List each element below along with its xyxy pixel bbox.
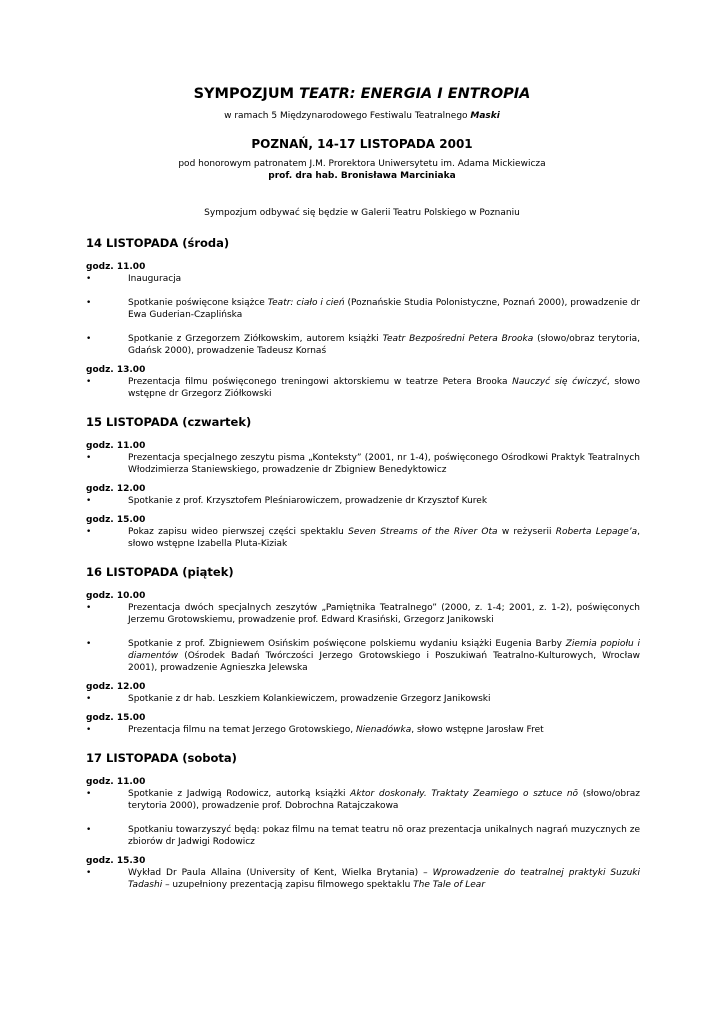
bullet-marker: • [86,334,92,344]
bullet-marker: • [86,274,92,284]
bullet-marker: • [86,725,92,735]
item-title-italic: The Tale of Lear [413,880,486,890]
time-slot [86,713,640,736]
program-item [86,273,640,285]
slot-time: godz. 15.00 [86,713,146,723]
item-text: Spotkanie z prof. Krzysztofem Pleśniarowiczem, prowadzenie dr Krzysztof Kurek [128,496,488,506]
item-text: Prezentacja filmu poświęconego treningowi aktorskiemu w teatrze Petera Brooka [128,377,513,387]
item-text: Spotkaniu towarzyszyć będą: pokaz filmu na temat teatru nō oraz prezentacja unikalnych nagrań muzycznych ze zbiorów dr Jadwigi Rodowicz [128,825,640,847]
item-text: Spotkanie z prof. Zbigniewem Osińskim poświęcone polskiemu wydaniu książki Eugenia Barby [128,639,566,649]
item-text: (Poznańskie Studia Polonistyczne, Poznań 2000), prowadzenie dr Ewa Guderian-Czaplińska [128,298,640,320]
program-content [86,236,640,891]
bullet-marker: • [86,527,92,537]
title-prefix: SYMPOZJUM [193,86,300,102]
subtitle-prefix: w ramach 5 Międzynarodowego Festiwalu Teatralnego [224,111,471,121]
item-text: Prezentacja specjalnego zeszytu pisma „Konteksty” (2001, nr 1-4), poświęconego Ośrodkowi Praktyk Teatralnych Włodzimierza Staniewskiego, prowadzenie dr Zbigniew Benedyktowicz [128,453,640,475]
item-text: Spotkanie z Grzegorzem Ziółkowskim, autorem książki [128,334,383,344]
bullet-marker: • [86,868,92,878]
program-item [86,333,640,357]
program-item [86,495,640,507]
time-slot [86,777,640,848]
item-text: Wykład Dr Paula Allaina (University of Kent, Wielka Brytania) – [128,868,433,878]
bullet-marker: • [86,496,92,506]
item-title-italic: Ziemia popiołu i diamentów [128,639,640,661]
item-text: Spotkanie poświęcone książce [128,298,268,308]
day-heading: 17 LISTOPADA (sobota) [86,751,237,765]
slot-time: godz. 13.00 [86,365,146,375]
patron-line-1: pod honorowym patronatem J.M. Prorektora Uniwersytetu im. Adama Mickiewicza [178,159,546,169]
program-item [86,602,640,626]
day-heading: 14 LISTOPADA (środa) [86,236,230,250]
time-slot [86,682,640,705]
time-slot [86,591,640,674]
item-text: (Ośrodek Badań Twórczości Jerzego Grotowskiego i Poszukiwań Teatralno-Kulturowych, Wrocław 2001), prowadzenie Agnieszka Jelewska [128,651,640,673]
item-title-italic: Nienadówka [355,725,412,735]
item-title-italic: Seven Streams of the River Ota [348,527,498,537]
item-text: – uzupełniony prezentacją zapisu filmowego spektaklu [162,880,414,890]
time-slot [86,856,640,891]
item-text: Pokaz zapisu wideo pierwszej części spektaklu [128,527,349,537]
program-item [86,297,640,321]
festival-subtitle [0,111,724,121]
bullet-marker: • [86,639,92,649]
item-title-italic: Aktor doskonały. Traktaty Zeamiego o sztuce nō [350,789,579,799]
program-item [86,526,640,550]
item-text: Inauguracja [128,274,182,284]
slot-time: godz. 12.00 [86,682,146,692]
item-title-italic: Teatr: ciało i cień [267,298,345,308]
program-item [86,788,640,812]
item-text: Prezentacja dwóch specjalnych zeszytów „Pamiętnika Teatralnego” (2000, z. 1-4; 2001, z. 1-2), poświęconych Jerzemu Grotowskiemu, prowadzenie prof. Edward Krasiński, Grzegorz Janikowski [128,603,640,625]
slot-time: godz. 10.00 [86,591,146,601]
venue-note: Sympozjum odbywać się będzie w Galerii Teatru Polskiego w Poznaniu [204,208,520,218]
title-italic: TEATR: ENERGIA I ENTROPIA [299,86,531,102]
bullet-marker: • [86,694,92,704]
time-slot [86,441,640,476]
item-text: (słowo/obraz terytoria, Gdańsk 2000), prowadzenie Tadeusz Kornaś [128,334,640,356]
time-slot [86,365,640,400]
item-text: (słowo/obraz terytoria 2000), prowadzenie prof. Dobrochna Ratajczakowa [128,789,641,811]
slot-time: godz. 11.00 [86,777,146,787]
item-text: Spotkanie z dr hab. Leszkiem Kolankiewiczem, prowadzenie Grzegorz Janikowski [128,694,491,704]
slot-time: godz. 12.00 [86,484,146,494]
program-item [86,638,640,674]
time-slot [86,262,640,357]
item-text: , słowo wstępne Jarosław Fret [411,725,544,735]
program-item [86,376,640,400]
item-text: , słowo wstępne Izabella Pluta-Kiziak [128,527,640,549]
item-title-italic: Roberta Lepage’a [555,527,638,537]
place-date: POZNAŃ, 14-17 LISTOPADA 2001 [251,137,473,151]
day-heading: 16 LISTOPADA (piątek) [86,565,234,579]
item-title-italic: Nauczyć się ćwiczyć [512,377,607,387]
program-item [86,824,640,848]
item-title-italic: Wprowadzenie do teatralnej praktyki Suzuki Tadashi [128,868,640,890]
program-item [86,724,640,736]
bullet-marker: • [86,789,92,799]
bullet-marker: • [86,377,92,387]
time-slot [86,515,640,550]
program-item [86,452,640,476]
item-title-italic: Teatr Bezpośredni Petera Brooka [382,334,534,344]
day-heading: 15 LISTOPADA (czwartek) [86,415,252,429]
slot-time: godz. 11.00 [86,262,146,272]
slot-time: godz. 15.30 [86,856,146,866]
item-text: , słowo wstępne dr Grzegorz Ziółkowski [128,377,641,399]
bullet-marker: • [86,453,92,463]
time-slot [86,484,640,507]
program-item [86,867,640,891]
bullet-marker: • [86,603,92,613]
item-text: Prezentacja filmu na temat Jerzego Grotowskiego, [128,725,356,735]
bullet-marker: • [86,825,92,835]
item-text: Spotkanie z Jadwigą Rodowicz, autorką książki [128,789,351,799]
bullet-marker: • [86,298,92,308]
symposium-title [0,86,724,102]
slot-time: godz. 11.00 [86,441,146,451]
program-item [86,693,640,705]
slot-time: godz. 15.00 [86,515,146,525]
patron-line-2: prof. dra hab. Bronisława Marciniaka [268,171,456,181]
subtitle-festival-name: Maski [470,111,500,121]
item-text: w reżyserii [497,527,556,537]
